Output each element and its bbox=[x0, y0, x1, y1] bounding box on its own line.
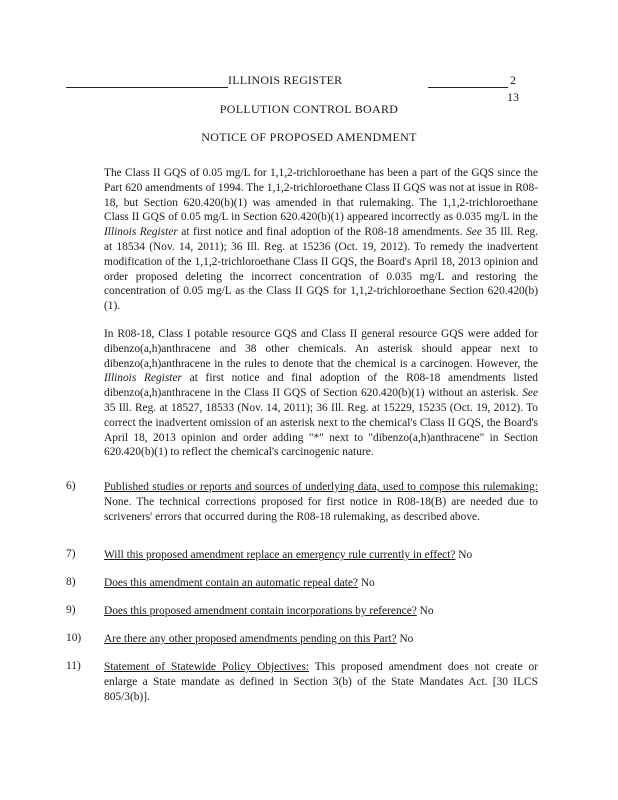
item-label: Does this amendment contain an automatic repeal date? bbox=[104, 577, 358, 589]
board-heading: POLLUTION CONTROL BOARD bbox=[219, 102, 399, 116]
page-number: 2 bbox=[510, 73, 516, 87]
item-text: No bbox=[357, 577, 375, 589]
item-label: Statement of Statewide Policy Objectives: bbox=[104, 661, 309, 673]
item-number: 10) bbox=[66, 632, 82, 644]
paragraph-dibenzo bbox=[104, 327, 538, 460]
item-number: 9) bbox=[66, 604, 76, 616]
item-pending-amendments bbox=[104, 632, 538, 647]
item-incorporations bbox=[104, 604, 538, 619]
para2-text-a: In R08-18, Class I potable resource GQS and Class II general resource GQS were added for dibenzo(a,h)anthracene and 38 other chemicals. An asterisk should appear next to dibenzo(a,h)anthracene in the rules to denote that the chemical is a carcinogen. However, the bbox=[104, 328, 538, 370]
item-label: Will this proposed amendment replace an emergency rule currently in effect? bbox=[104, 549, 456, 561]
header-rule-right bbox=[428, 87, 508, 88]
register-title: ILLINOIS REGISTER bbox=[228, 73, 343, 87]
item-number: 11) bbox=[66, 660, 81, 672]
para1-text-c: 35 Ill. Reg. at 18534 (Nov. 14, 2011); 36 Ill. Reg. at 15236 (Oct. 19, 2012). To remedy the inadvertent modification of the 1,1,2-trichloroethane Class II GQS, the Board's April 18, 2013 opinion and order proposed deleting the incorrect concentration of 0.035 mg/L and restoring the concentration of 0.05 mg/L as the Class II GQS for 1,1,2-trichloroethane Section 620.420(b)(1). bbox=[104, 226, 538, 313]
para2-text-b: at first notice and final adoption of the R08-18 amendments listed dibenzo(a,h)anthracene in the Class II GQS of Section 620.420(b)(1) without an asterisk. bbox=[104, 372, 538, 400]
item-number: 6) bbox=[66, 480, 76, 492]
para2-see: See bbox=[522, 387, 538, 400]
para1-text-b: at first notice and final adoption of the R08-18 amendments. bbox=[177, 226, 467, 239]
item-number: 7) bbox=[66, 548, 76, 560]
para2-illinois-register: Illinois Register bbox=[104, 372, 182, 385]
item-text: No bbox=[396, 633, 414, 645]
register-year: 13 bbox=[507, 90, 519, 104]
para1-text-a: The Class II GQS of 0.05 mg/L for 1,1,2-trichloroethane has been a part of the GQS since the Part 620 amendments of 1994. The 1,1,2-trichloroethane Class II GQS was not at issue in R08-18, but Section 620.420(b)(1) was amended in that rulemaking. The 1,1,2-trichloroethane Class II GQS of 0.05 mg/L in Section 620.420(b)(1) appeared incorrectly as 0.035 mg/L in the bbox=[104, 167, 538, 224]
para1-see: See bbox=[466, 226, 482, 239]
item-label: Published studies or reports and sources of underlying data, used to compose this rulemaking: bbox=[104, 481, 538, 493]
paragraph-trichloroethane bbox=[104, 166, 538, 314]
item-text: No bbox=[416, 605, 434, 617]
item-number: 8) bbox=[66, 576, 76, 588]
item-text: This proposed amendment does not create or enlarge a State mandate as defined in Section 3(b) of the State Mandates Act. [30 ILCS 805/3(b)]. bbox=[104, 661, 538, 703]
item-text: None. The technical corrections proposed for first notice in R08-18(B) are needed due to scriveners' errors that occurred during the R08-18 rulemaking, as described above. bbox=[104, 495, 538, 523]
para2-text-c: 35 Ill. Reg. at 18527, 18533 (Nov. 14, 2011); 36 Ill. Reg. at 15229, 15235 (Oct. 19, 2012). To correct the inadvertent omission of an asterisk next to the chemical's Class II GQS, the Board's April 18, 2013 opinion and order adding "*" next to "dibenzo(a,h)anthracene" in Section 620.420(b)(1) to reflect the chemical's carcinogenic nature. bbox=[104, 401, 538, 459]
notice-heading: NOTICE OF PROPOSED AMENDMENT bbox=[201, 130, 417, 144]
item-repeal-date bbox=[104, 576, 538, 591]
header-rule-left bbox=[66, 87, 228, 88]
item-label: Does this proposed amendment contain incorporations by reference? bbox=[104, 605, 417, 617]
para1-illinois-register: Illinois Register bbox=[104, 226, 178, 239]
item-emergency-rule bbox=[104, 548, 538, 563]
item-published-studies bbox=[104, 480, 538, 524]
item-statewide-policy bbox=[104, 660, 538, 704]
item-text: No bbox=[455, 549, 473, 561]
item-label: Are there any other proposed amendments pending on this Part? bbox=[104, 633, 397, 645]
